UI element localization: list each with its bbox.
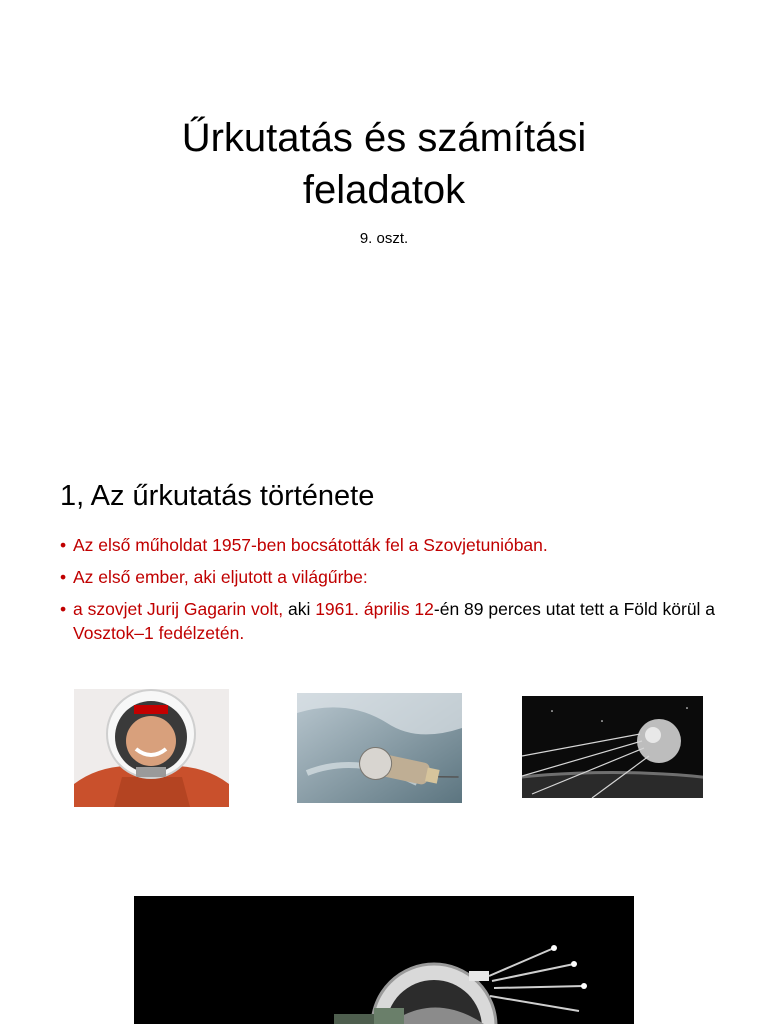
bullet-item xyxy=(60,565,720,589)
vostok-spacecraft-photo xyxy=(297,693,462,803)
bullet-item xyxy=(60,533,720,557)
bullet-text: Az első ember, aki eljutott a világűrbe: xyxy=(73,567,368,587)
bullet-dot: • xyxy=(60,567,67,587)
slide-subtitle: 9. oszt. xyxy=(359,230,409,247)
bullet-text-part: Vosztok–1 fedélzetén. xyxy=(73,623,245,643)
bullet-item xyxy=(60,597,720,645)
history-slide xyxy=(0,420,768,890)
slide-title xyxy=(0,112,768,216)
vostok-capsule-photo xyxy=(134,896,634,1024)
sputnik-satellite-photo xyxy=(522,696,703,798)
slide-heading: 1, Az űrkutatás története xyxy=(60,480,375,512)
astronaut-photo xyxy=(74,689,229,807)
bullet-text-part: aki xyxy=(283,599,316,619)
bullet-list xyxy=(60,533,720,653)
bullet-text: Az első műholdat 1957-ben bocsátották fel a Szovjetunióban. xyxy=(73,535,548,555)
bullet-dot: • xyxy=(60,599,67,619)
bullet-date: 1961. április 12 xyxy=(315,599,434,619)
title-line-1: Űrkutatás és számítási xyxy=(181,116,587,160)
bullet-text-part: a szovjet Jurij Gagarin volt, xyxy=(73,599,284,619)
bullet-text-part: -én 89 perces utat tett a Föld körül a xyxy=(433,599,716,619)
title-slide xyxy=(0,0,768,420)
title-line-2: feladatok xyxy=(302,168,466,212)
bullet-dot: • xyxy=(60,535,67,555)
